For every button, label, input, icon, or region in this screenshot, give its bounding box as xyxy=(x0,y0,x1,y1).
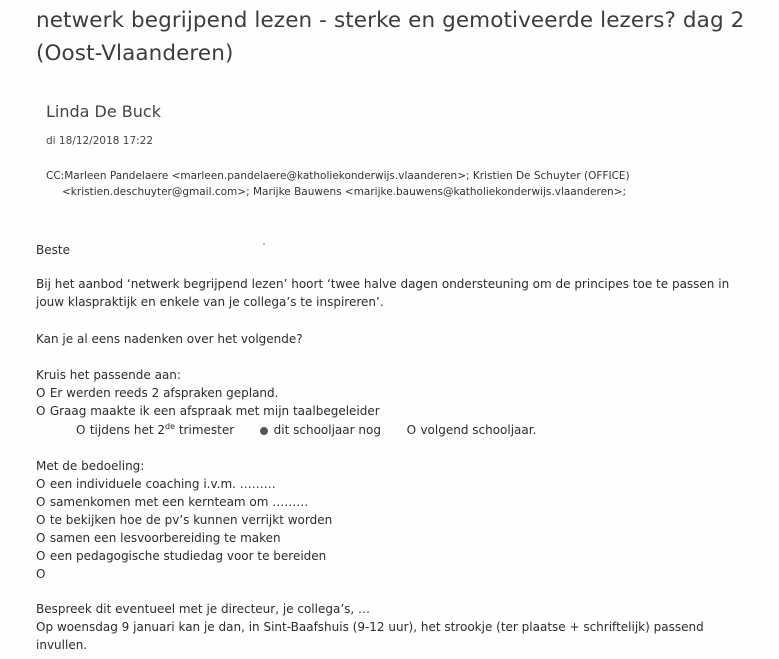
sender-name: Linda De Buck xyxy=(46,102,161,121)
radio-empty-icon: O xyxy=(36,495,46,509)
email-subject: netwerk begrijpend lezen - sterke en gemotiveerde lezers? dag 2 (Oost-Vlaanderen) xyxy=(36,8,745,66)
radio-empty-icon: O xyxy=(76,423,86,437)
suboption-3: volgend schooljaar. xyxy=(420,423,537,437)
scan-speck xyxy=(263,243,265,245)
radio-empty-icon: O xyxy=(36,567,46,581)
purpose-label: samen een lesvoorbereiding te maken xyxy=(49,531,281,545)
cc-line-1: CC:Marleen Pandelaere <marleen.pandelaere@katholiekonderwijs.vlaanderen>; Kristien De Schuyter (OFFICE) xyxy=(46,170,630,182)
purpose-label: samenkomen met een kernteam om ……… xyxy=(49,495,309,509)
paragraph-1-line-2: jouw klaspraktijk en enkele van je collega’s te inspireren’. xyxy=(36,295,384,309)
option-1 xyxy=(36,386,278,400)
radio-empty-icon: O xyxy=(406,423,417,437)
radio-empty-icon: O xyxy=(36,404,46,418)
cc-line-2: <kristien.deschuyter@gmail.com>; Marijke Bauwens <marijke.bauwens@katholiekonderwijs.vlaanderen>; xyxy=(62,186,627,198)
purpose-item xyxy=(36,513,332,527)
option-1-label: Er werden reeds 2 afspraken gepland. xyxy=(49,386,279,400)
question: Kan je al eens nadenken over het volgende? xyxy=(36,332,303,346)
purpose-item xyxy=(36,549,326,563)
option-2 xyxy=(36,404,380,418)
sent-date: di 18/12/2018 17:22 xyxy=(46,135,154,147)
suboption-1-sup: de xyxy=(165,422,176,431)
paragraph-1-line-1: Bij het aanbod ‘netwerk begrijpend lezen’ hoort ‘twee halve dagen ondersteuning om de principes toe te passen in xyxy=(36,277,730,291)
purpose-label: een individuele coaching i.v.m. ……… xyxy=(49,477,276,491)
radio-empty-icon: O xyxy=(36,477,46,491)
purpose-item xyxy=(36,495,308,509)
final-line-2: invullen. xyxy=(36,638,88,652)
radio-empty-icon: O xyxy=(36,531,46,545)
purpose-item xyxy=(36,531,281,545)
purpose-intro: Met de bedoeling: xyxy=(36,459,145,473)
radio-empty-icon: O xyxy=(36,549,46,563)
purpose-label: een pedagogische studiedag voor te bereiden xyxy=(49,549,327,563)
suboptions-row xyxy=(76,422,536,437)
final-line-1: Op woensdag 9 januari kan je dan, in Sint-Baafshuis (9-12 uur), het strookje (ter plaatse + schriftelijk) passend xyxy=(36,620,704,634)
cc-recipients xyxy=(46,168,746,200)
suboption-1-pre: tijdens het 2 xyxy=(89,423,166,437)
purpose-item xyxy=(36,567,46,581)
purpose-label: te bekijken hoe de pv’s kunnen verrijkt worden xyxy=(49,513,333,527)
option-2-label: Graag maakte ik een afspraak met mijn taalbegeleider xyxy=(49,404,380,418)
suboption-2: dit schooljaar nog xyxy=(273,423,381,437)
radio-empty-icon: O xyxy=(36,386,46,400)
greeting: Beste xyxy=(36,243,70,257)
purpose-item xyxy=(36,477,276,491)
radio-filled-icon xyxy=(260,427,268,435)
check-intro: Kruis het passende aan: xyxy=(36,368,181,382)
radio-empty-icon: O xyxy=(36,513,46,527)
discuss-line: Bespreek dit eventueel met je directeur, je collega’s, … xyxy=(36,602,371,616)
suboption-1-post: trimester xyxy=(178,423,235,437)
